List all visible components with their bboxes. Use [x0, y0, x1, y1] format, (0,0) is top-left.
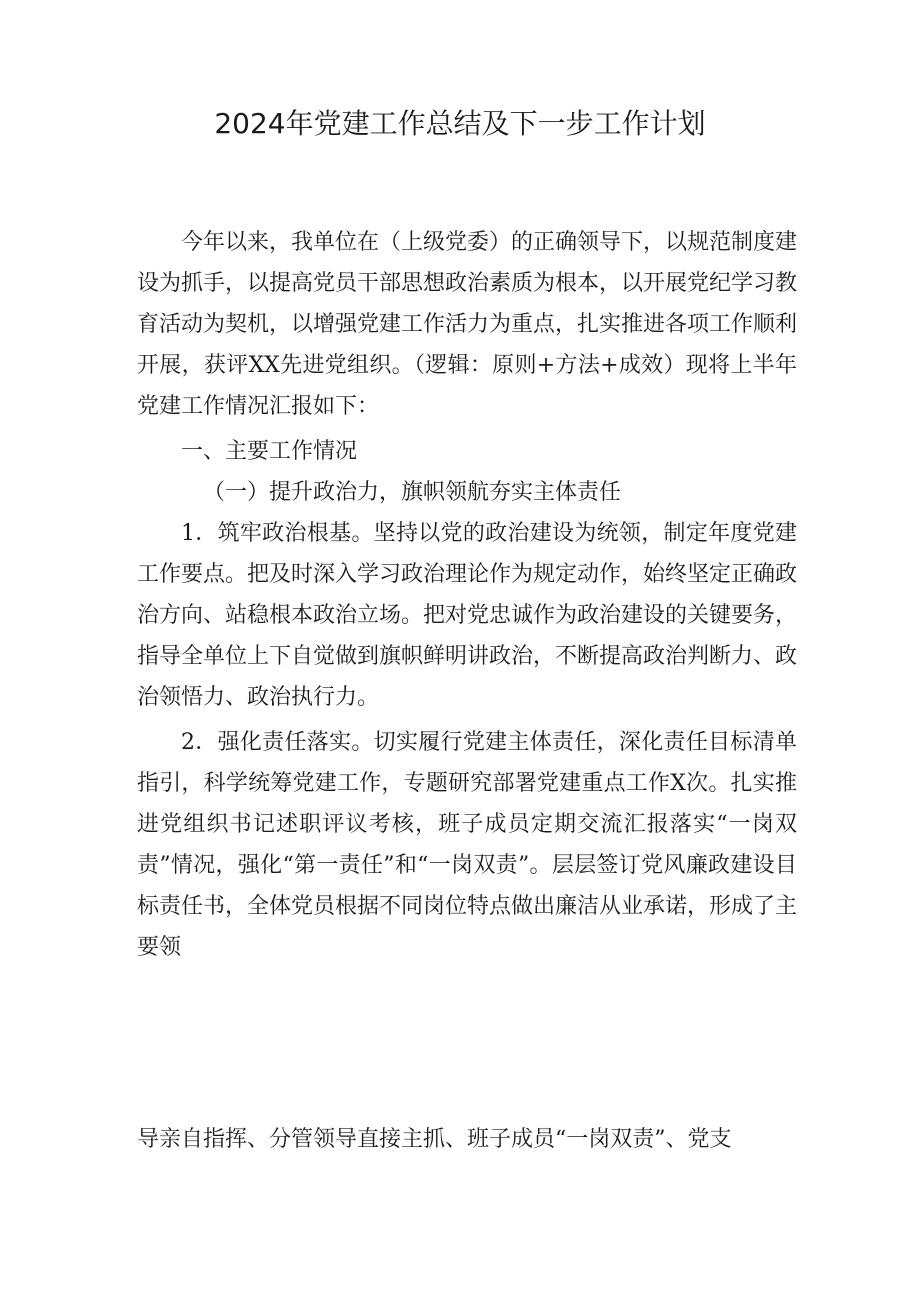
document-body	[137, 222, 797, 968]
document-title: 2024年党建工作总结及下一步工作计划	[214, 107, 706, 140]
subsection-heading: （一）提升政治力，旗帜领航夯实主体责任	[203, 480, 622, 505]
item-paragraph-2: 2．强化责任落实。切实履行党建主体责任，深化责任目标清单指引，科学统筹党建工作，专题研究部署党建重点工作X次。扎实推进党组织书记述职评议考核，班子成员定期交流汇报落实“一岗双责”情况，强化“第一责任”和“一岗双责”。层层签订党风廉政建设目标责任书，全体党员根据不同岗位特点做出廉洁从业承诺，形成了主要领	[137, 730, 798, 960]
item-paragraph-1: 1．筑牢政治根基。坚持以党的政治建设为统领，制定年度党建工作要点。把及时深入学习政治理论作为规定动作，始终坚定正确政治方向、站稳根本政治立场。把对党忠诚作为政治建设的关键要务，指导全单位上下自觉做到旗帜鲜明讲政治，不断提高政治判断力、政治领悟力、政治执行力。	[137, 521, 798, 710]
section-heading: 一、主要工作情况	[181, 439, 358, 464]
continued-paragraph: 导亲自指挥、分管领导直接主抓、班子成员“一岗双责”、党支	[137, 1127, 732, 1152]
intro-paragraph: 今年以来，我单位在（上级党委）的正确领导下，以规范制度建设为抓手，以提高党员干部思想政治素质为根本，以开展党纪学习教育活动为契机，以增强党建工作活力为重点，扎实推进各项工作顺利开展，获评XX先进党组织。（逻辑：原则+方法+成效）现将上半年党建工作情况汇报如下：	[137, 230, 798, 419]
